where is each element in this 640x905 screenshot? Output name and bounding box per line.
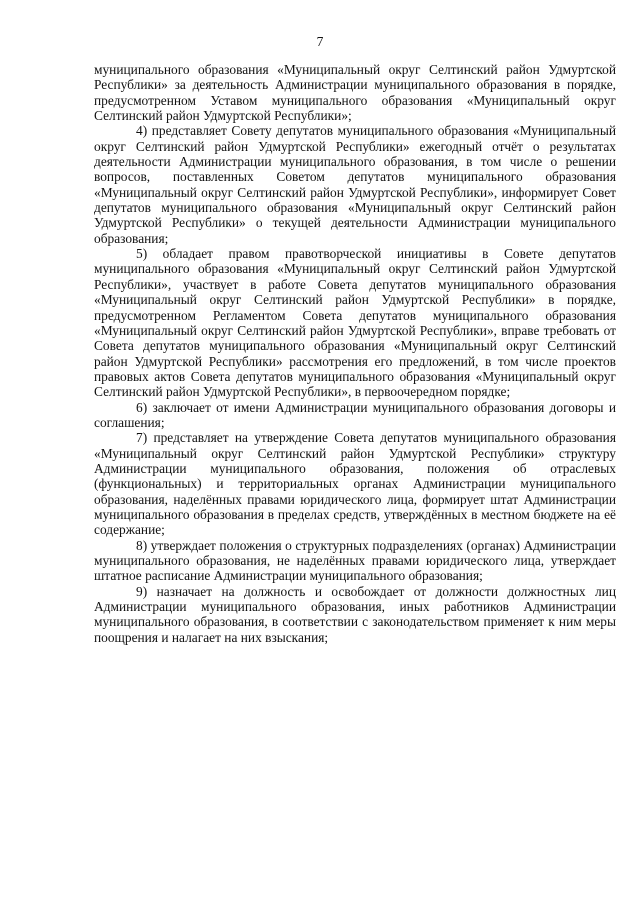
paragraph-continuation: муниципального образования «Муниципальный округ Селтинский район Удмуртской Республики» за деятельность Администрации муниципального образования в порядке, предусмотренном Уставом муниципального образования «Муниципальный округ Селтинский район Удмуртской Республики»; [94,62,616,124]
paragraph-item-6: 6) заключает от имени Администрации муниципального образования договоры и соглашения; [94,399,616,430]
paragraph-item-8: 8) утверждает положения о структурных подразделениях (органах) Администрации муниципального образования, не наделённых правами юридического лица, утверждает штатное расписание Администрации муниципального образования; [94,537,616,584]
paragraph-item-4: 4) представляет Совету депутатов муниципального образования «Муниципальный округ Селтинский район Удмуртской Республики» ежегодный отчёт о результатах деятельности Администрации муниципального образования, в том числе о решении вопросов, поставленных Советом депутатов муниципального образования «Муниципальный округ Селтинский район Удмуртской Республики», информирует Совет депутатов муниципального образования «Муниципальный округ Селтинский район Удмуртской Республики» о текущей деятельности Администрации муниципального образования; [94,123,616,246]
document-body [94,62,616,645]
page-number: 7 [316,34,324,49]
paragraph-item-5: 5) обладает правом правотворческой инициативы в Совете депутатов муниципального образования «Муниципальный округ Селтинский район Удмуртской Республики», участвует в работе Совета депутатов муниципального образования «Муниципальный округ Селтинский район Удмуртской Республики» в порядке, предусмотренном Регламентом Совета депутатов муниципального образования «Муниципальный округ Селтинский район Удмуртской Республики», вправе требовать от Совета депутатов муниципального образования «Муниципальный округ Селтинский район Удмуртской Республики» рассмотрения его предложений, в том числе проектов правовых актов Совета депутатов муниципального образования «Муниципальный округ Селтинский район Удмуртской Республики», в первоочередном порядке; [94,246,616,400]
paragraph-item-9: 9) назначает на должность и освобождает от должности должностных лиц Администрации муниципального образования, иных работников Администрации муниципального образования, в соответствии с законодательством применяет к ним меры поощрения и налагает на них взыскания; [94,583,616,645]
paragraph-item-7: 7) представляет на утверждение Совета депутатов муниципального образования «Муниципальный округ Селтинский район Удмуртской Республики» структуру Администрации муниципального образования, положения об отраслевых (функциональных) и территориальных органах Администрации муниципального образования, наделённых правами юридического лица, формирует штат Администрации муниципального образования в пределах средств, утверждённых в местном бюджете на её содержание; [94,430,616,538]
